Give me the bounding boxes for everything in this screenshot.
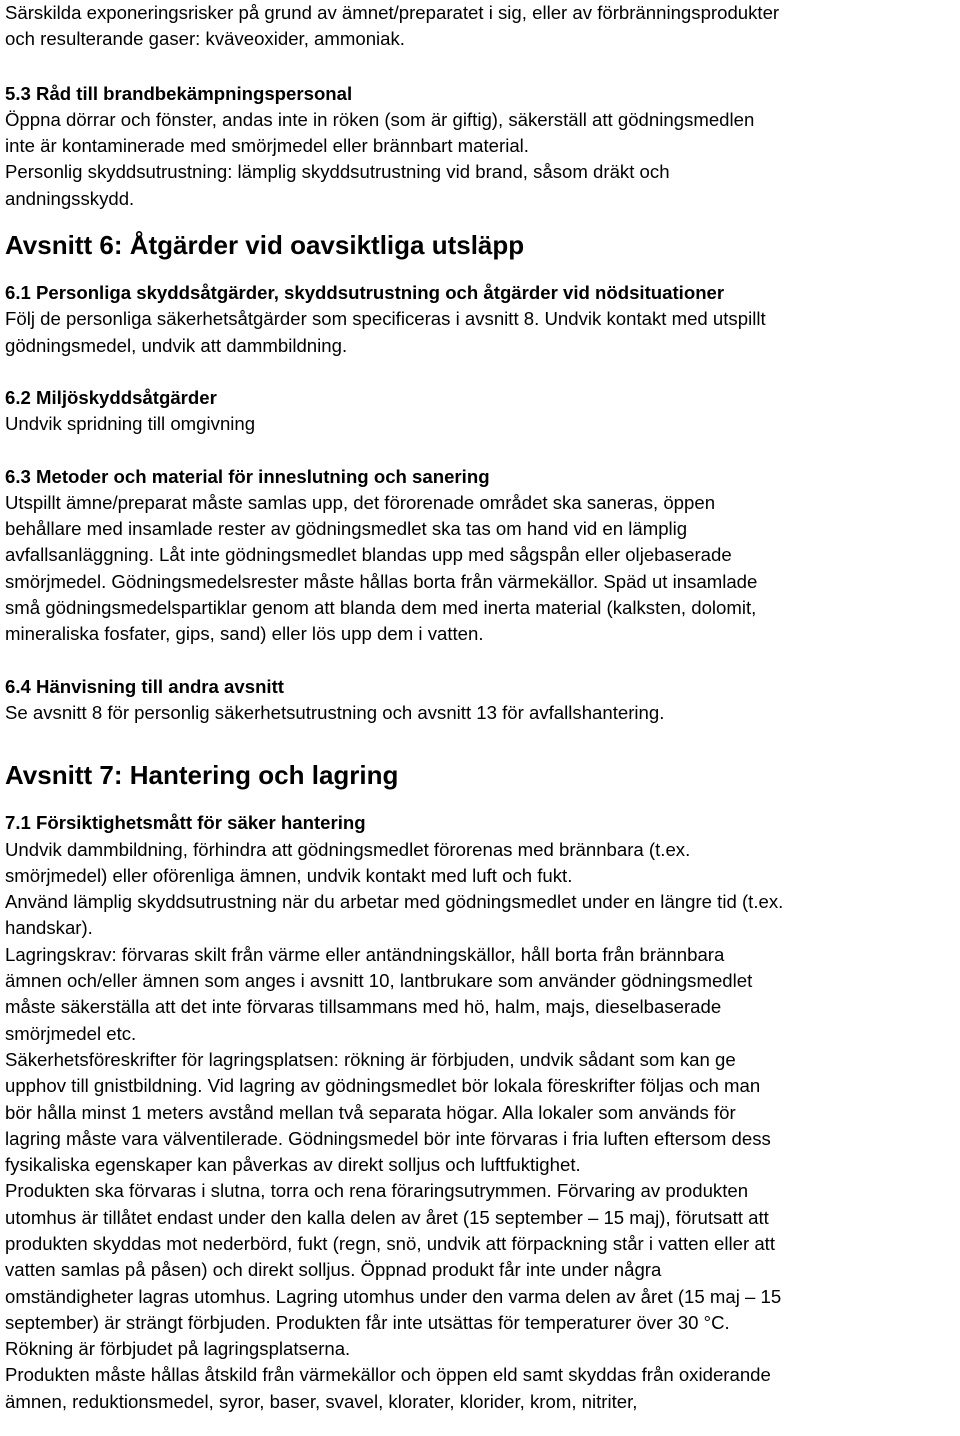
section-7-1-body: Undvik dammbildning, förhindra att gödningsmedlet förorenas med brännbara (t.ex. smörjmedel) eller oförenliga ämnen, undvik kontakt med luft och fukt. Använd lämplig skyddsutrustning när du arbetar med gödningsmedlet under en längre tid (t.ex. handskar). Lagringskrav: förvaras skilt från värme eller antändningskällor, håll borta från brännbara ämnen och/eller ämnen som anges i avsnitt 10, lantbrukare som använder gödningsmedlet måste säkerställa att det inte förvaras tillsammans med hö, halm, majs, dieselbaserade smörjmedel etc. Säkerhetsföreskrifter för lagringsplatsen: rökning är förbjuden, undvik sådant som kan ge upphov till gnistbildning. Vid lagring av gödningsmedlet bör lokala föreskrifter följas och man bör hålla minst 1 meters avstånd mellan två separata högar. Alla lokaler som används för lagring måste vara välventilerade. Gödningsmedel bör inte förvaras i fria luften eftersom dess fysikaliska egenskaper kan påverkas av direkt solljus och luftfuktighet. Produkten ska förvaras i slutna, torra och rena föraringsutrymmen. Förvaring av produkten utomhus är tillåtet endast under den kalla delen av året (15 september – 15 maj), förutsatt att produkten skyddas mot nederbörd, fukt (regn, snö, undvik att förpackning står i vatten eller att vatten samlas på påsen) och direkt solljus. Öppnad produkt får inte under några omständigheter lagras utomhus. Lagring utomhus under den varma delen av året (15 maj – 15 september) är strängt förbjuden. Produkten får inte utsättas för temperaturer över 30 °C. Rökning är förbjudet på lagringsplatserna. Produkten måste hållas åtskild från värmekällor och öppen eld samt skyddas från oxiderande ämnen, reduktionsmedel, syror, baser, svavel, klorater, klorider, krom, nitriter, <box>5 838 784 1412</box>
section-5-3-heading: 5.3 Råd till brandbekämpningspersonal <box>5 82 353 104</box>
section-5-3-body: Öppna dörrar och fönster, andas inte in röken (som är giftig), säkerställ att gödningsmedlen inte är kontaminerade med smörjmedel eller brännbart material. Personlig skyddsutrustning: lämplig skyddsutrustning vid brand, såsom dräkt och andningsskydd. <box>5 108 755 209</box>
section-6-title: Avsnitt 6: Åtgärder vid oavsiktliga utsläpp <box>5 230 525 261</box>
section-6-3-body: Utspillt ämne/preparat måste samlas upp, det förorenade området ska saneras, öppen behållare med insamlade rester av gödningsmedlet ska tas om hand vid en lämplig avfallsanläggning. Låt inte gödningsmedlet blandas upp med sågspån eller oljebaserade smörjmedel. Gödningsmedelsrester måste hållas borta från värmekällor. Späd ut insamlade små gödningsmedelspartiklar genom att blanda dem med inerta material (kalksten, dolomit, mineraliska fosfater, gips, sand) eller lös upp dem i vatten. <box>5 491 758 645</box>
section-6-4-body: Se avsnitt 8 för personlig säkerhetsutrustning och avsnitt 13 för avfallshantering. <box>5 701 665 723</box>
section-7-title: Avsnitt 7: Hantering och lagring <box>5 760 399 791</box>
section-6-4-heading: 6.4 Hänvisning till andra avsnitt <box>5 675 284 697</box>
section-6-2-body: Undvik spridning till omgivning <box>5 413 256 435</box>
section-6-1-heading: 6.1 Personliga skyddsåtgärder, skyddsutrustning och åtgärder vid nödsituationer <box>5 282 725 304</box>
section-6-2-heading: 6.2 Miljöskyddsåtgärder <box>5 386 217 408</box>
section-6-1-body: Följ de personliga säkerhetsåtgärder som specificeras i avsnitt 8. Undvik kontakt med utspillt gödningsmedel, undvik att dammbildning. <box>5 308 766 356</box>
exposure-paragraph: Särskilda exponeringsrisker på grund av ämnet/preparatet i sig, eller av förbränningsprodukter och resulterande gaser: kväveoxider, ammoniak. <box>5 2 780 50</box>
section-6-3-heading: 6.3 Metoder och material för inneslutning och sanering <box>5 465 490 487</box>
section-7-1-heading: 7.1 Försiktighetsmått för säker hantering <box>5 812 366 834</box>
